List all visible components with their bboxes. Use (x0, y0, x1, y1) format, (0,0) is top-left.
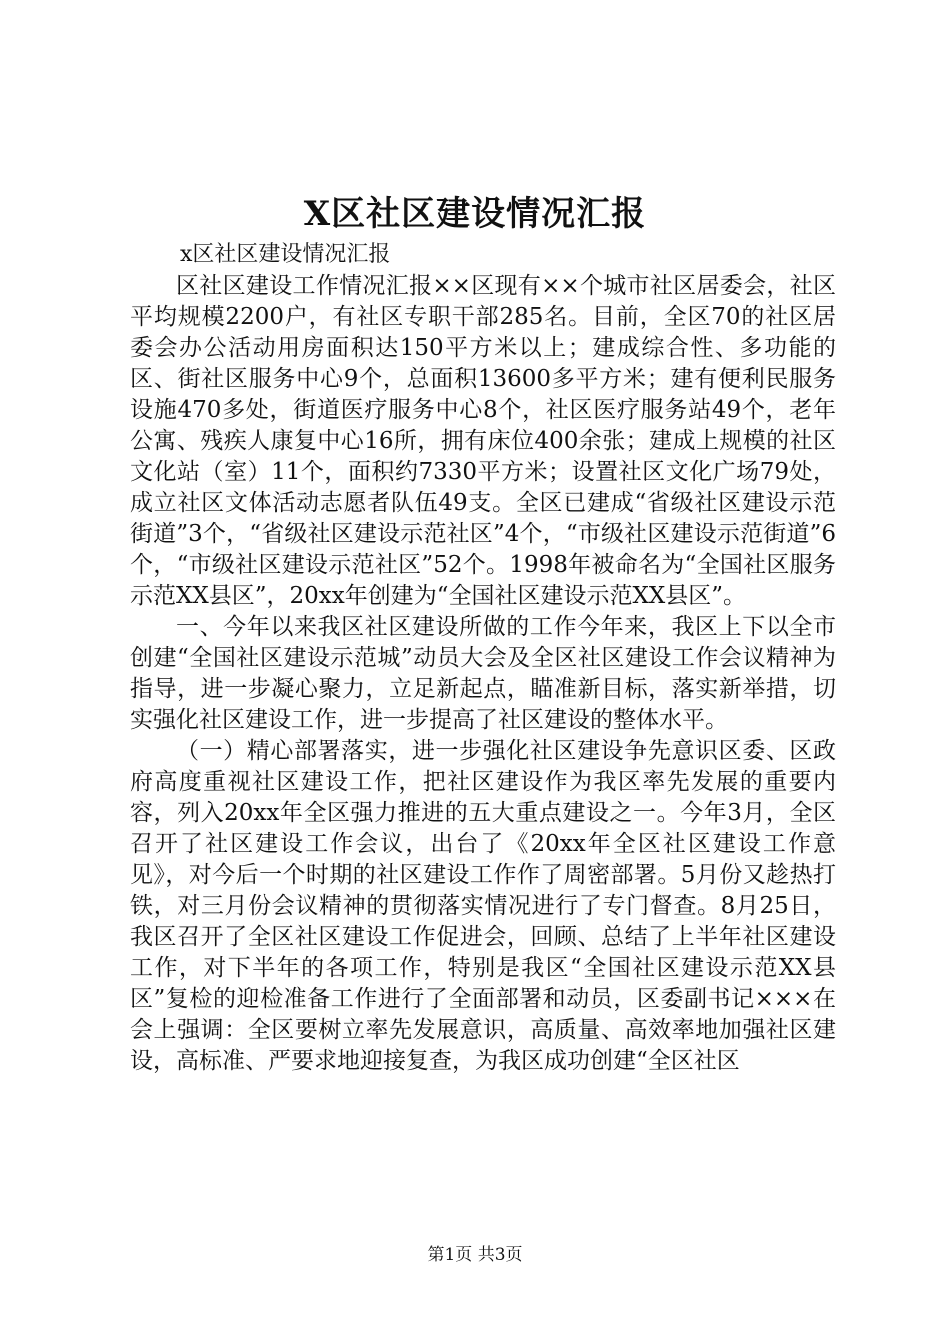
document-title: X区社区建设情况汇报 (303, 194, 647, 234)
document-subtitle: x区社区建设情况汇报 (180, 242, 391, 267)
page-footer: 第1页 共3页 (427, 1245, 523, 1265)
document-body (130, 271, 836, 1077)
paragraph-2: 一、今年以来我区社区建设所做的工作今年来，我区上下以全市创建“全国社区建设示范城”动员大会及全区社区建设工作会议精神为指导，进一步凝心聚力，立足新起点，瞄准新目标，落实新举措，切实强化社区建设工作，进一步提高了社区建设的整体水平。 (130, 614, 836, 733)
paragraph-3: （一）精心部署落实，进一步强化社区建设争先意识区委、区政府高度重视社区建设工作，把社区建设作为我区率先发展的重要内容，列入20xx年全区强力推进的五大重点建设之一。今年3月，全区召开了社区建设工作会议，出台了《20xx年全区社区建设工作意见》，对今后一个时期的社区建设工作作了周密部署。5月份又趁热打铁，对三月份会议精神的贯彻落实情况进行了专门督查。8月25日，我区召开了全区社区建设工作促进会，回顾、总结了上半年社区建设工作，对下半年的各项工作，特别是我区“全国社区建设示范XX县区”复检的迎检准备工作进行了全面部署和动员，区委副书记×××在会上强调：全区要树立率先发展意识，高质量、高效率地加强社区建设，高标准、严要求地迎接复查，为我区成功创建“全区社区 (130, 738, 836, 1074)
paragraph-1: 区社区建设工作情况汇报××区现有××个城市社区居委会，社区平均规模2200户，有社区专职干部285名。目前，全区70的社区居委会办公活动用房面积达150平方米以上；建成综合性、多功能的区、街社区服务中心9个，总面积13600多平方米；建有便利民服务设施470多处，街道医疗服务中心8个，社区医疗服务站49个，老年公寓、残疾人康复中心16所，拥有床位400余张；建成上规模的社区文化站（室）11个，面积约7330平方米；设置社区文化广场79处，成立社区文体活动志愿者队伍49支。全区已建成“省级社区建设示范街道”3个，“省级社区建设示范社区”4个，“市级社区建设示范街道”6个，“市级社区建设示范社区”52个。1998年被命名为“全国社区服务示范XX县区”，20xx年创建为“全国社区建设示范XX县区”。 (130, 273, 836, 609)
